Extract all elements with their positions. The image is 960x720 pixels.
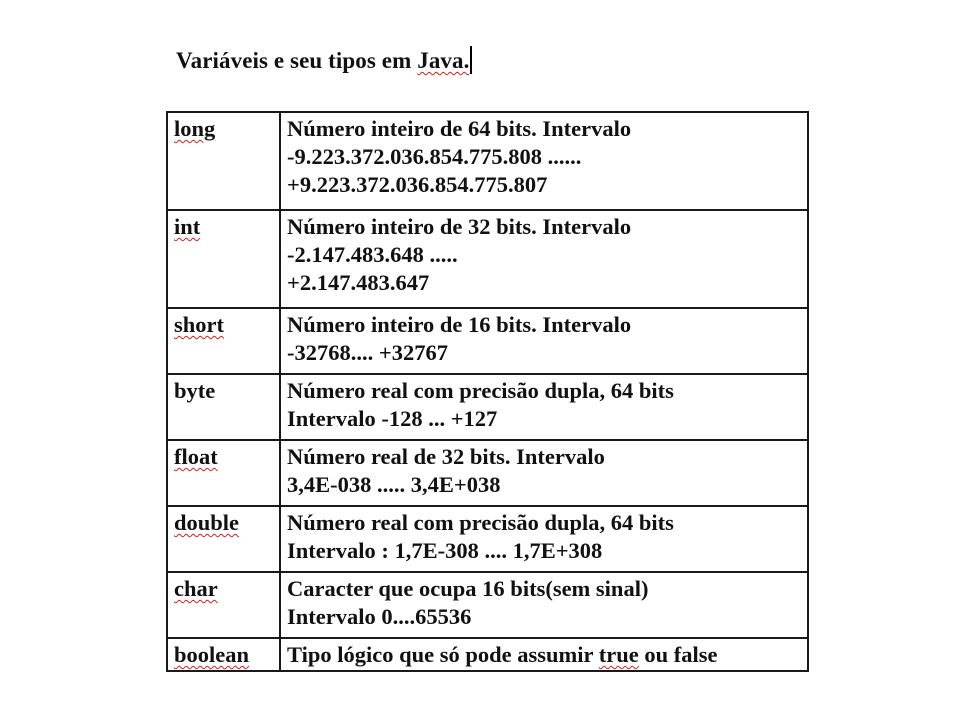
document-title bbox=[176, 46, 472, 74]
table-row-boolean bbox=[167, 638, 808, 671]
description-line: Número inteiro de 16 bits. Intervalo bbox=[287, 312, 632, 337]
description-line: -32768.... +32767 bbox=[287, 340, 448, 365]
type-cell bbox=[167, 210, 280, 308]
description-cell bbox=[280, 374, 808, 440]
type-name: float bbox=[174, 444, 218, 469]
description-line: -9.223.372.036.854.775.808 ...... bbox=[287, 144, 582, 169]
title-text: Variáveis e seu tipos em bbox=[176, 48, 418, 73]
description-cell bbox=[280, 210, 808, 308]
description-cell bbox=[280, 638, 808, 671]
type-name: long bbox=[174, 116, 216, 141]
type-name: boolean bbox=[174, 642, 250, 667]
type-name: short bbox=[174, 312, 224, 337]
description-line: Número real de 32 bits. Intervalo bbox=[287, 444, 605, 469]
table-row-char bbox=[167, 572, 808, 638]
text-cursor bbox=[470, 46, 472, 74]
type-cell bbox=[167, 374, 280, 440]
type-name: int bbox=[174, 214, 201, 239]
description-line: Número real com precisão dupla, 64 bits bbox=[287, 510, 674, 535]
type-cell bbox=[167, 308, 280, 374]
description-line: +2.147.483.647 bbox=[287, 270, 430, 295]
description-line: Intervalo 0....65536 bbox=[287, 604, 472, 629]
type-name: double bbox=[174, 510, 240, 535]
java-types-table bbox=[166, 111, 809, 672]
type-name: byte bbox=[174, 378, 216, 403]
description-cell bbox=[280, 572, 808, 638]
description-line: -2.147.483.648 ..... bbox=[287, 242, 458, 267]
description-line: 3,4E-038 ..... 3,4E+038 bbox=[287, 472, 501, 497]
description-line: +9.223.372.036.854.775.807 bbox=[287, 172, 548, 197]
flagged-word: true bbox=[598, 642, 639, 667]
type-cell bbox=[167, 506, 280, 572]
description-line: Caracter que ocupa 16 bits(sem sinal) bbox=[287, 576, 649, 601]
type-cell bbox=[167, 112, 280, 210]
description-cell bbox=[280, 308, 808, 374]
description-text: Tipo lógico que só pode assumir bbox=[287, 642, 599, 667]
description-line: Número inteiro de 64 bits. Intervalo bbox=[287, 116, 632, 141]
description-cell bbox=[280, 506, 808, 572]
description-line: Número inteiro de 32 bits. Intervalo bbox=[287, 214, 632, 239]
description-line: Intervalo : 1,7E-308 .... 1,7E+308 bbox=[287, 538, 603, 563]
table-row-float bbox=[167, 440, 808, 506]
table-row-int bbox=[167, 210, 808, 308]
type-cell bbox=[167, 440, 280, 506]
description-line: Intervalo -128 ... +127 bbox=[287, 406, 498, 431]
type-cell bbox=[167, 638, 280, 671]
description-text: ou false bbox=[638, 642, 718, 667]
description-line: Número real com precisão dupla, 64 bits bbox=[287, 378, 674, 403]
type-cell bbox=[167, 572, 280, 638]
table-row-double bbox=[167, 506, 808, 572]
description-cell bbox=[280, 112, 808, 210]
table-row-short bbox=[167, 308, 808, 374]
type-name: char bbox=[174, 576, 218, 601]
description-line bbox=[287, 641, 801, 669]
table-row-long bbox=[167, 112, 808, 210]
description-cell bbox=[280, 440, 808, 506]
title-java-word: Java. bbox=[417, 48, 470, 73]
table-row-byte bbox=[167, 374, 808, 440]
